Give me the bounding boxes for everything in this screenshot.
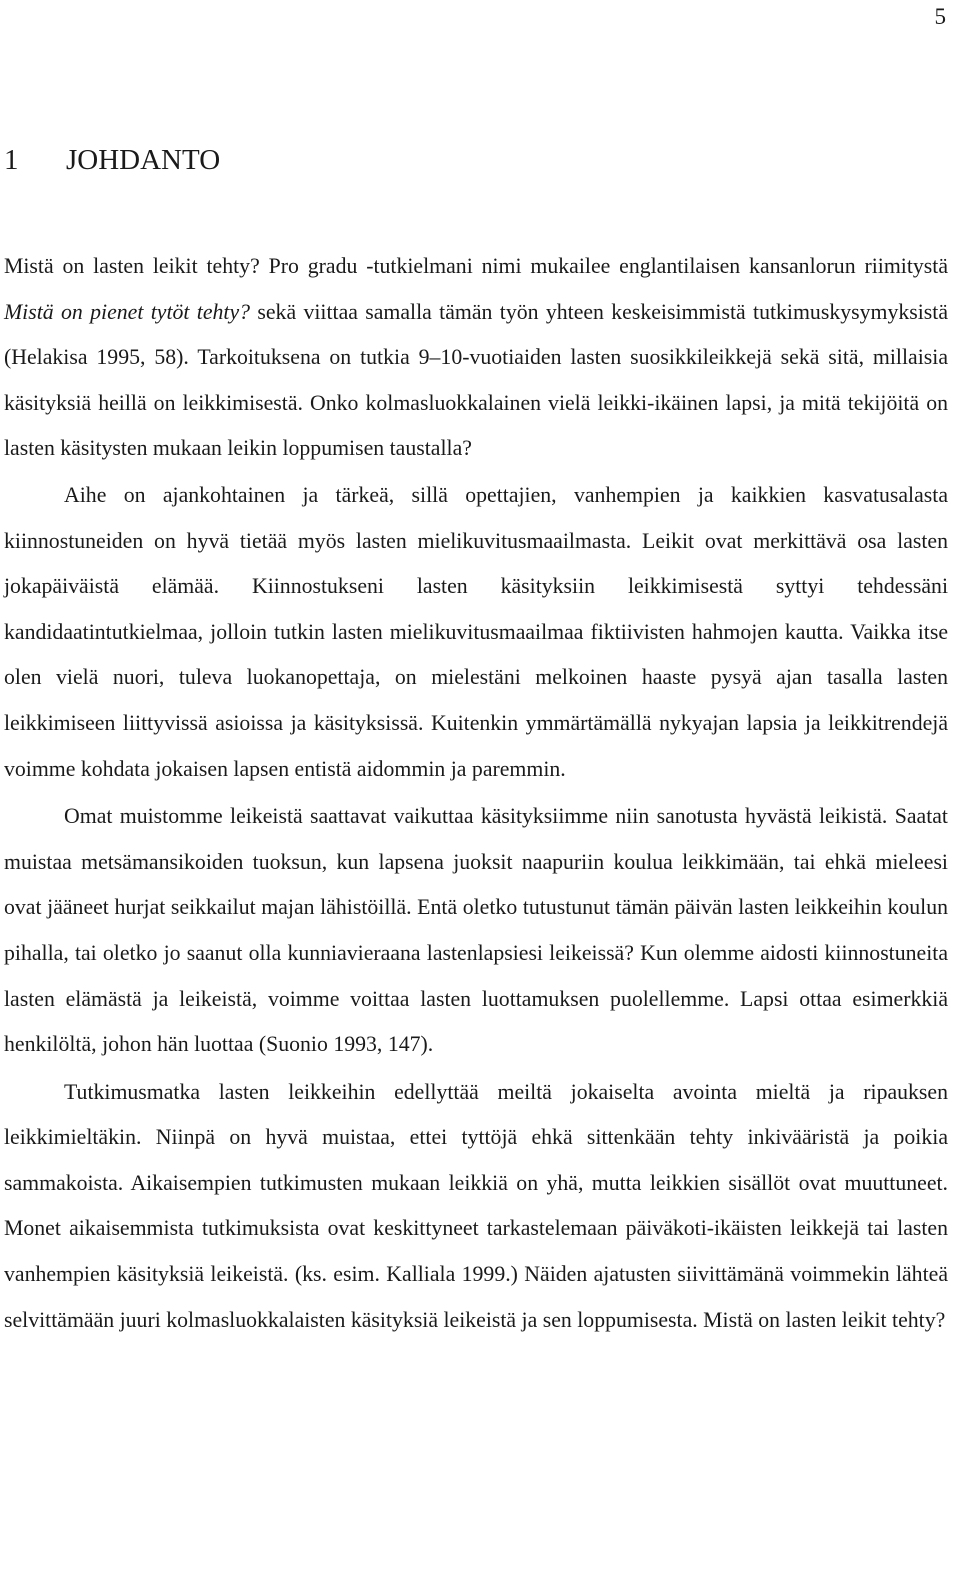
chapter-heading — [4, 140, 220, 180]
italic-title: Mistä on pienet tytöt tehty? — [4, 299, 251, 324]
chapter-number: 1 — [4, 144, 19, 176]
body-text — [4, 244, 948, 1343]
paragraph-1 — [4, 244, 948, 472]
paragraph-4: Tutkimusmatka lasten leikkeihin edellyttää meiltä jokaiselta avointa mieltä ja ripauksen leikkimieltäkin. Niinpä on hyvä muistaa, ettei tyttöjä ehkä sittenkään tehty inkivääristä ja poikia sammakoista. Aikaisempien tutkimusten mukaan leikkiä on yhä, mutta leikkien sisällöt ovat muuttuneet. Monet aikaisemmista tutkimuksista ovat keskittyneet tarkastelemaan päiväkoti-ikäisten leikkejä tai lasten vanhempien käsityksiä leikeistä. (ks. esim. Kalliala 1999.) Näiden ajatusten siivittämänä voimmekin lähteä selvittämään juuri kolmasluokkalaisten käsityksiä leikeistä ja sen loppumisesta. Mistä on lasten leikit tehty? — [4, 1079, 948, 1332]
page-number: 5 — [934, 4, 946, 29]
paragraph-2: Aihe on ajankohtainen ja tärkeä, sillä opettajien, vanhempien ja kaikkien kasvatusalasta kiinnostuneiden on hyvä tietää myös lasten mielikuvitusmaailmasta. Leikit ovat merkittävä osa lasten jokapäiväistä elämää. Kiinnostukseni lasten käsityksiin leikkimisestä syttyi tehdessäni kandidaatintutkielmaa, jolloin tutkin lasten mielikuvitusmaailmaa fiktiivisten hahmojen kautta. Vaikka itse olen vielä nuori, tuleva luokanopettaja, on mielestäni melkoinen haaste pysyä ajan tasalla lasten leikkimiseen liittyvissä asioissa ja käsityksissä. Kuitenkin ymmärtämällä nykyajan lapsia ja leikkitrendejä voimme kohdata jokaisen lapsen entistä aidommin ja paremmin. — [4, 482, 948, 781]
chapter-title: JOHDANTO — [66, 144, 221, 176]
paragraph-1-end: sekä viittaa samalla tämän työn yhteen keskeisimmistä tutkimuskysymyksistä (Helakisa 1995, 58). Tarkoituksena on tutkia 9–10-vuotiaiden lasten suosikkileikkejä sekä sitä, millaisia käsityksiä heillä on leikkimisestä. Onko kolmasluokkalainen vielä leikki-ikäinen lapsi, ja mitä tekijöitä on lasten käsitysten mukaan leikin loppumisen taustalla? — [4, 299, 948, 461]
paragraph-1-start: Mistä on lasten leikit tehty? Pro gradu -tutkielmani nimi mukailee englantilaisen kansanlorun riimitystä — [4, 254, 948, 278]
paragraph-3: Omat muistomme leikeistä saattavat vaikuttaa käsityksiimme niin sanotusta hyvästä leikistä. Saatat muistaa metsämansikoiden tuoksun, kun lapsena juoksit naapuriin koulua leikkimään, tai ehkä mieleesi ovat jääneet hurjat seikkailut majan lähistöillä. Entä oletko tutustunut tämän päivän lasten leikkeihin koulun pihalla, tai oletko jo saanut olla kunniavieraana lastenlapsiesi leikeissä? Kun olemme aidosti kiinnostuneita lasten elämästä ja leikeistä, voimme voittaa lasten luottamuksen puolellemme. Lapsi ottaa esimerkkiä henkilöltä, johon hän luottaa (Suonio 1993, 147). — [4, 804, 948, 1057]
